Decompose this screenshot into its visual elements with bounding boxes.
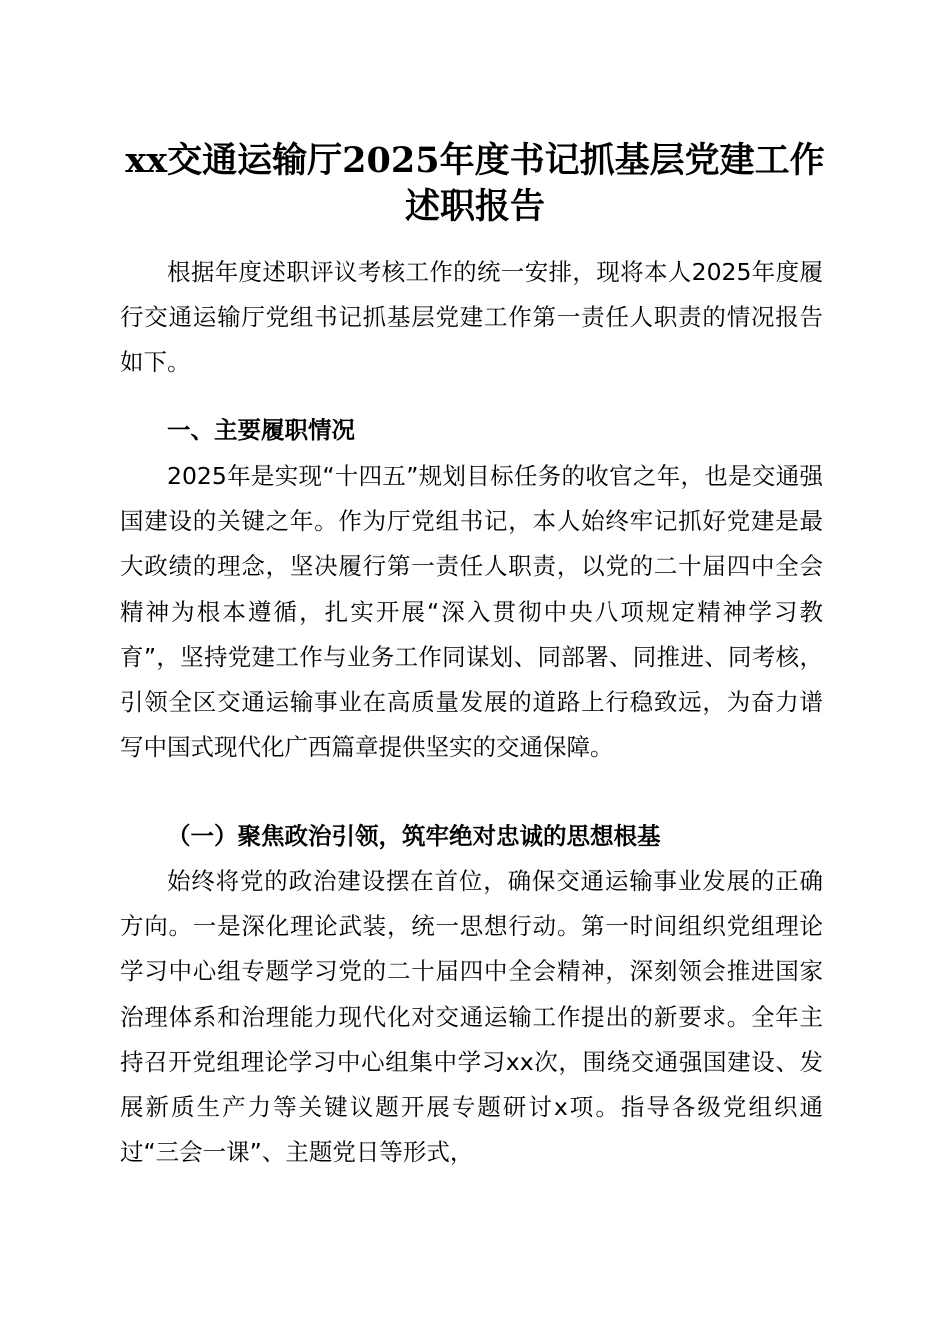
document-title-line-2: 述职报告 [404,186,545,227]
intro-paragraph: 根据年度述职评议考核工作的统一安排，现将本人2025年度履行交通运输厅党组书记抓基层党建工作第一责任人职责的情况报告如下。 [120,258,823,377]
subsection-1-paragraph: 始终将党的政治建设摆在首位，确保交通运输事业发展的正确方向。一是深化理论武装，统一思想行动。第一时间组织党组理论学习中心组专题学习党的二十届四中全会精神，深刻领会推进国家治理体系和治理能力现代化对交通运输工作提出的新要求。全年主持召开党组理论学习中心组集中学习xx次，围绕交通强国建设、发展新质生产力等关键议题开展专题研讨x项。指导各级党组织通过“三会一课”、主题党日等形式， [120,867,823,1167]
document-title-line-1: xx交通运输厅2025年度书记抓基层党建工作 [125,140,825,181]
subsection-1-heading: （一）聚焦政治引领，筑牢绝对忠诚的思想根基 [167,822,661,850]
section-1-paragraph: 2025年是实现“十四五”规划目标任务的收官之年，也是交通强国建设的关键之年。作为厅党组书记，本人始终牢记抓好党建是最大政绩的理念，坚决履行第一责任人职责，以党的二十届四中全会精神为根本遵循，扎实开展“深入贯彻中央八项规定精神学习教育”，坚持党建工作与业务工作同谋划、同部署、同推进、同考核，引领全区交通运输事业在高质量发展的道路上行稳致远，为奋力谱写中国式现代化广西篇章提供坚实的交通保障。 [120,462,823,762]
section-1-heading: 一、主要履职情况 [167,416,355,444]
